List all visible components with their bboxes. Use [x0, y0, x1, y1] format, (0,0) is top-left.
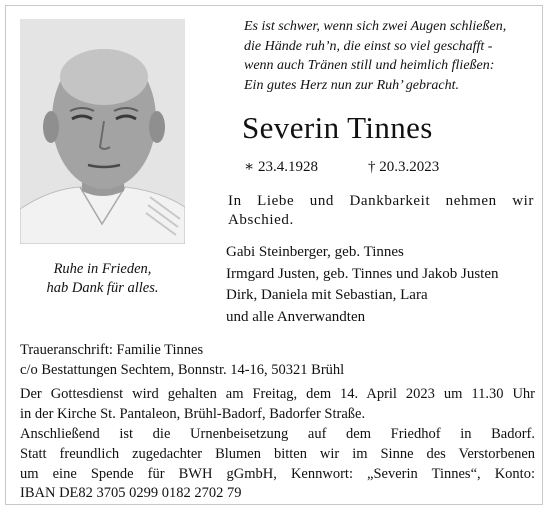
service-line: Der Gottesdienst wird gehalten am Freitag, dem 14. April 2023 um 11.30 Uhr [20, 386, 535, 402]
donation-line: um eine Spende für BWH gGmbH, Kennwort: „Severin Tinnes“, Konto: [20, 465, 535, 482]
deceased-name: Severin Tinnes [242, 110, 433, 145]
motto-text [20, 260, 185, 298]
farewell-line: Abschied. [228, 212, 294, 228]
mourner-line: und alle Anverwandten [226, 308, 366, 325]
address-line: c/o Bestattungen Sechtem, Bonnstr. 14-16, 50321 Brühl [20, 361, 345, 378]
birth-date: ∗ 23.4.1928 [244, 159, 318, 175]
motto-line: Ruhe in Frieden, [53, 261, 152, 277]
service-info [20, 384, 535, 444]
service-line: in der Kirche St. Pantaleon, Brühl-Badorf, Badorfer Straße. [20, 406, 366, 422]
farewell-text [228, 192, 534, 230]
death-date: † 20.3.2023 [368, 159, 440, 175]
poem-line: wenn auch Tränen still und heimlich fließen: [244, 58, 495, 73]
poem-line: die Hände ruh’n, die einst so viel geschafft - [244, 38, 493, 54]
donation-line: Statt freundlich zugedachter Blumen bitten wir im Sinne des Verstorbenen [20, 446, 535, 462]
mourner-line: Gabi Steinberger, geb. Tinnes [226, 244, 404, 260]
motto-line: hab Dank für alles. [46, 280, 159, 296]
address-line: Traueranschrift: Familie Tinnes [20, 342, 204, 358]
poem-line: Es ist schwer, wenn sich zwei Augen schließen, [244, 19, 507, 34]
donation-info [20, 445, 535, 504]
donation-line: IBAN DE82 3705 0299 0182 2702 79 [20, 485, 242, 501]
mourner-line: Irmgard Justen, geb. Tinnes und Jakob Justen [226, 265, 499, 282]
mourning-address [20, 341, 535, 380]
mourners-list [226, 242, 536, 328]
mourner-line: Dirk, Daniela mit Sebastian, Lara [226, 287, 428, 303]
poem [244, 17, 534, 95]
farewell-line: In Liebe und Dankbarkeit nehmen wir [228, 193, 534, 209]
poem-line: Ein gutes Herz nun zur Ruh’ gebracht. [244, 77, 460, 93]
service-line: Anschließend ist die Urnenbeisetzung auf dem Friedhof in Badorf. [20, 426, 535, 442]
portrait-photo [20, 19, 185, 244]
